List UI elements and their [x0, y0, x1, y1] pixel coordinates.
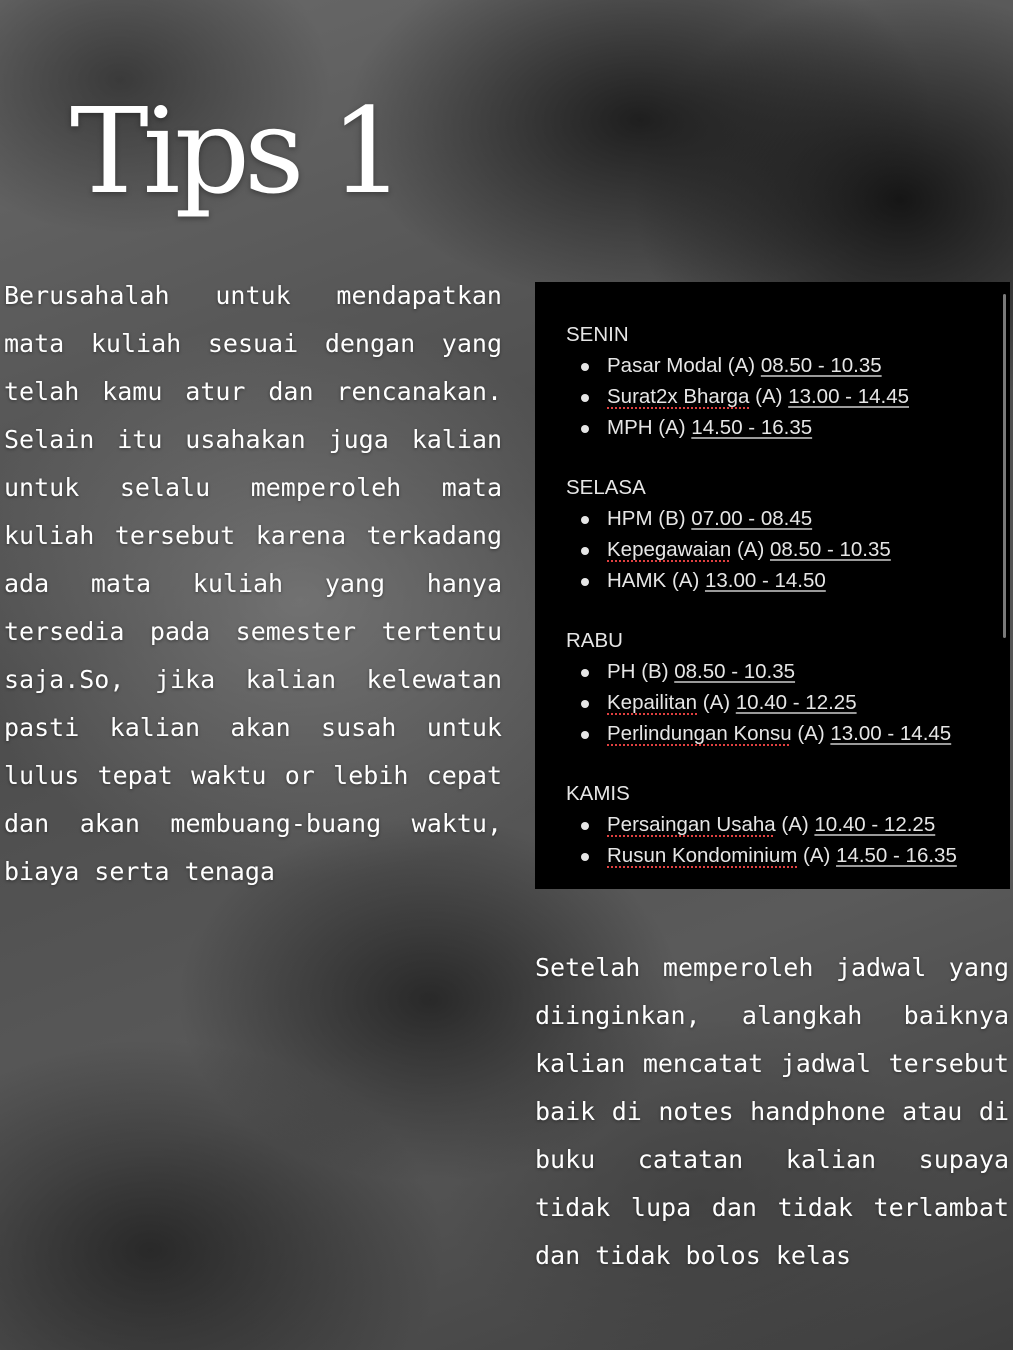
course-class: (A) [781, 813, 809, 836]
course-name: Rusun Kondominium [607, 844, 798, 867]
course-item [566, 809, 1010, 840]
course-class: (A) [671, 569, 700, 592]
course-item [566, 350, 1010, 381]
course-class: (A) [803, 844, 831, 867]
course-time: 07.00 - 08.45 [691, 507, 813, 530]
course-item [566, 534, 1010, 565]
followup-paragraph: Setelah memperoleh jadwal yang diinginkan, alangkah baiknya kalian mencatat jadwal tersebut baik di notes handphone atau di buku catatan kalian supaya tidak lupa dan tidak terlambat dan tidak bolos kelas [535, 953, 1009, 1270]
course-time: 08.50 - 10.35 [760, 354, 882, 377]
course-time: 10.40 - 12.25 [735, 691, 857, 714]
course-class: (A) [736, 538, 765, 561]
day-kamis [566, 779, 1010, 871]
course-class: (A) [755, 385, 783, 408]
course-time: 13.00 - 14.50 [704, 569, 826, 592]
course-class: (A) [702, 691, 731, 714]
day-senin [566, 320, 1010, 443]
day-name: SENIN [566, 323, 629, 346]
course-class: (B) [658, 507, 686, 530]
course-item [566, 412, 1010, 443]
course-class: (A) [797, 722, 825, 745]
day-name: KAMIS [566, 782, 630, 805]
course-time: 10.40 - 12.25 [814, 813, 936, 836]
intro-paragraph: Berusahalah untuk mendapatkan mata kuliah sesuai dengan yang telah kamu atur dan rencanakan. Selain itu usahakan juga kalian untuk selalu memperoleh mata kuliah tersebut karena terkadang ada mata kuliah yang hanya tersedia pada semester tertentu saja.So, jika kalian kelewatan pasti kalian akan susah untuk lulus tepat waktu or lebih cepat dan akan membuang-buang waktu, biaya serta tenaga [4, 281, 502, 886]
course-time: 14.50 - 16.35 [691, 416, 813, 439]
course-name: HPM [607, 507, 653, 530]
course-time: 13.00 - 14.45 [830, 722, 952, 745]
course-name: Surat2x Bharga [607, 385, 750, 408]
page-title: Tips 1 [70, 82, 400, 220]
course-class: (A) [727, 354, 756, 377]
day-name: RABU [566, 629, 623, 652]
course-name: Pasar Modal [607, 354, 723, 377]
course-time: 14.50 - 16.35 [836, 844, 957, 867]
course-time: 08.50 - 10.35 [769, 538, 891, 561]
course-item [566, 503, 1010, 534]
course-item [566, 565, 1010, 596]
course-name: Kepailitan [607, 691, 698, 714]
course-name: HAMK [607, 569, 667, 592]
day-name: SELASA [566, 476, 646, 499]
course-name: Persaingan Usaha [607, 813, 776, 836]
course-name: PH [607, 660, 636, 683]
course-name: MPH [607, 416, 653, 439]
course-name: Kepegawaian [607, 538, 732, 561]
day-selasa [566, 473, 1010, 596]
course-item [566, 381, 1010, 412]
course-class: (B) [641, 660, 669, 683]
course-item [566, 840, 1010, 871]
course-time: 13.00 - 14.45 [788, 385, 910, 408]
course-name: Perlindungan Konsu [607, 722, 792, 745]
course-item [566, 718, 1010, 749]
schedule-screenshot [535, 282, 1010, 889]
course-class: (A) [658, 416, 686, 439]
day-rabu [566, 626, 1010, 749]
course-time: 08.50 - 10.35 [674, 660, 796, 683]
course-item [566, 687, 1010, 718]
course-item [566, 656, 1010, 687]
